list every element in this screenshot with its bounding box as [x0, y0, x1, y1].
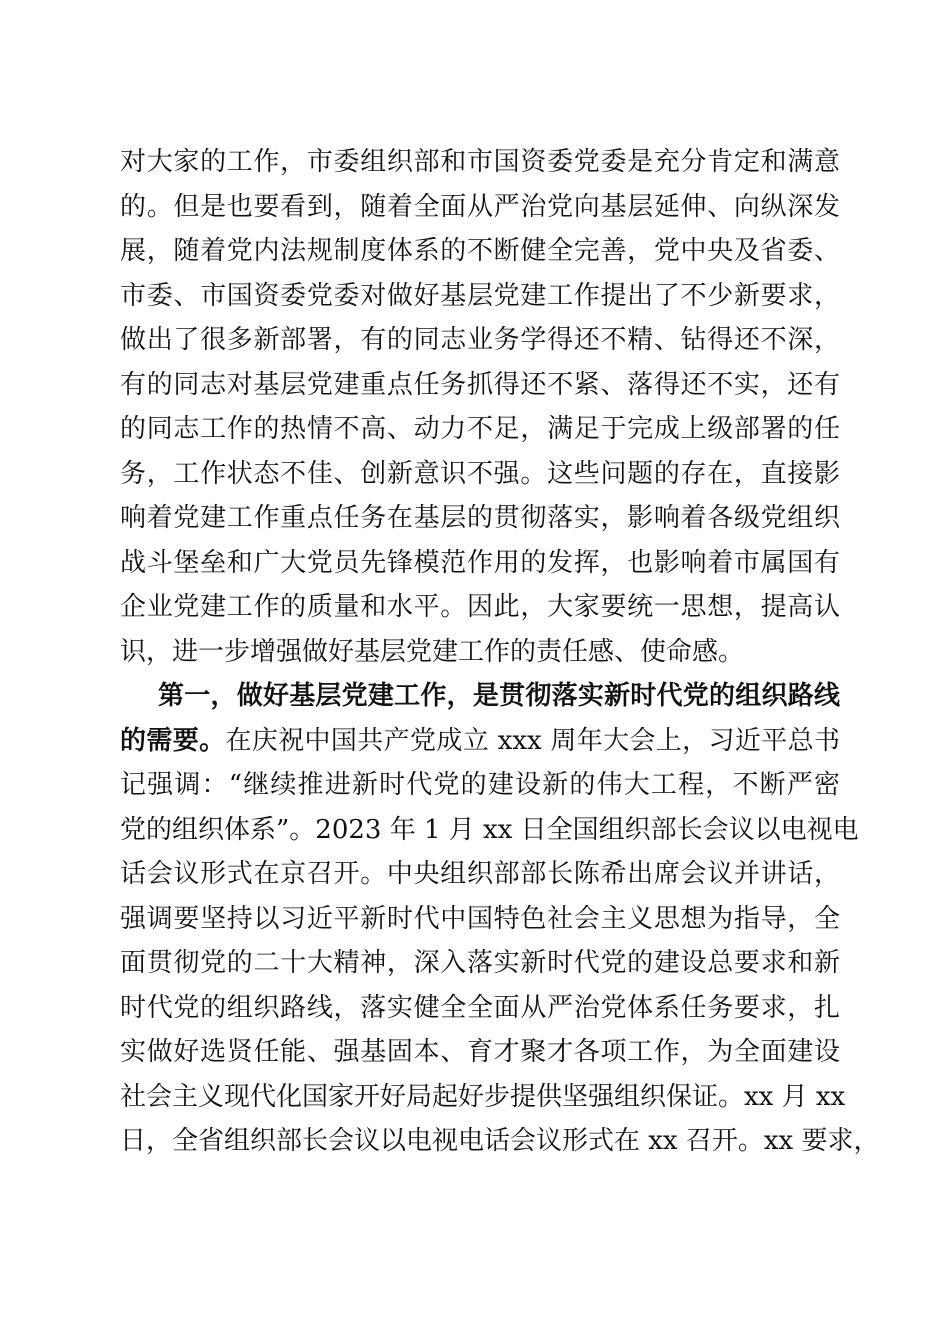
text-line: 展，随着党内法规制度体系的不断健全完善，党中央及省委、: [120, 236, 840, 266]
text-line: 响着党建工作重点任务在基层的贯彻落实，影响着各级党组织: [120, 503, 840, 533]
text-line: 强调要坚持以习近平新时代中国特色社会主义思想为指导，全: [120, 903, 840, 934]
text-line: 战斗堡垒和广大党员先锋模范作用的发挥，也影响着市属国有: [120, 547, 840, 578]
text-line: 党的组织体系”。2023 年 1 月 xx 日全国组织部长会议以电视电: [120, 814, 859, 845]
text-line: 做出了很多新部署，有的同志业务学得还不精、钻得还不深，: [120, 325, 840, 355]
text-line: 实做好选贤任能、强基固本、育才聚才各项工作，为全面建设: [120, 1037, 840, 1067]
text-line: 的同志工作的热情不高、动力不足，满足于完成上级部署的任: [120, 414, 840, 444]
text-line: 时代党的组织路线，落实健全全面从严治党体系任务要求，扎: [120, 992, 840, 1023]
text-line: 面贯彻党的二十大精神，深入落实新时代党的建设总要求和新: [120, 948, 840, 978]
text-line: 务，工作状态不佳、创新意识不强。这些问题的存在，直接影: [120, 458, 840, 489]
text-line: 有的同志对基层党建重点任务抓得还不紧、落得还不实，还有: [120, 369, 840, 400]
text-line: 识，进一步增强做好基层党建工作的责任感、使命感。: [120, 636, 745, 667]
text-run: 在庆祝中国共产党成立 xxx 周年大会上，习近平总书: [225, 725, 840, 756]
text-line: 话会议形式在京召开。中央组织部部长陈希出席会议并讲话，: [120, 859, 840, 889]
text-line: 日，全省组织部长会议以电视电话会议形式在 xx 召开。xx 要求，: [120, 1126, 880, 1156]
text-line: 企业党建工作的质量和水平。因此，大家要统一思想，提高认: [120, 592, 840, 622]
text-line: 对大家的工作，市委组织部和市国资委党委是充分肯定和满意: [120, 147, 840, 177]
section-heading-end: 的需要。: [120, 725, 226, 756]
paragraph-2: [120, 674, 880, 1164]
text-line: 的。但是也要看到，随着全面从严治党向基层延伸、向纵深发: [120, 191, 840, 222]
paragraph-1: [120, 140, 840, 674]
text-line: 社会主义现代化国家开好局起好步提供坚强组织保证。xx 月 xx: [120, 1081, 846, 1112]
text-line: 记强调：“继续推进新时代党的建设新的伟大工程，不断严密: [120, 770, 840, 800]
text-line: 市委、市国资委党委对做好基层党建工作提出了不少新要求，: [120, 280, 840, 311]
section-heading-line: 第一，做好基层党建工作，是贯彻落实新时代党的组织路线: [158, 681, 840, 711]
text-line: [120, 719, 840, 764]
body-text: [120, 140, 880, 1164]
